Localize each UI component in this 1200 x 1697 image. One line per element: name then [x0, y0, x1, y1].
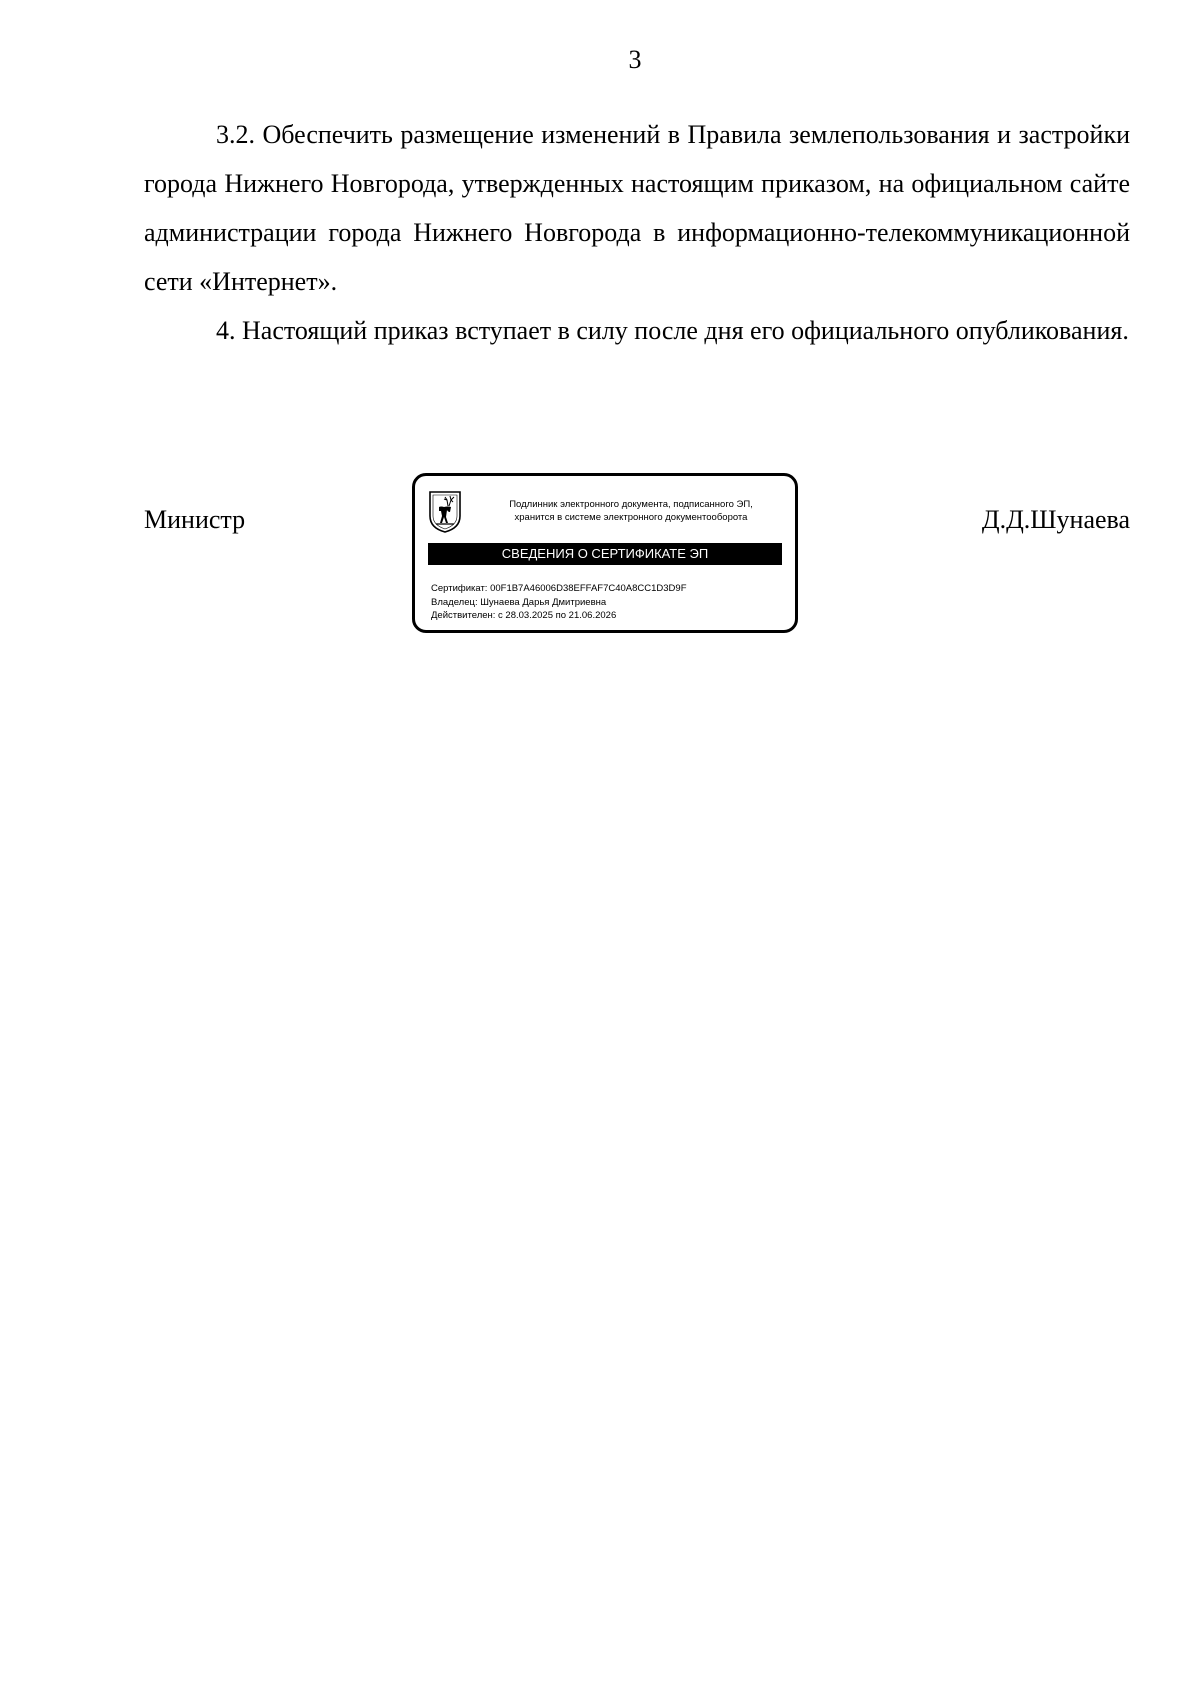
ep-certificate-validity: Действителен: с 28.03.2025 по 21.06.2026 — [431, 610, 617, 621]
electronic-signature-stamp — [412, 473, 798, 633]
paragraph-3-2: 3.2. Обеспечить размещение изменений в Правила землепользования и застройки города Нижнего Новгорода, утвержденных настоящим приказом, на официальном сайте администрации города Нижнего Новгорода в информационно-телекоммуникационной сети «Интернет». — [144, 120, 1130, 296]
nizhny-novgorod-deer-emblem-icon — [427, 490, 463, 534]
ep-certificate-details — [431, 582, 687, 623]
signer-position: Министр — [144, 505, 246, 534]
ep-certificate-header: СВЕДЕНИЯ О СЕРТИФИКАТЕ ЭП — [428, 543, 782, 565]
ep-notice — [473, 498, 789, 524]
ep-certificate-owner: Владелец: Шунаева Дарья Дмитриевна — [431, 596, 607, 608]
page-number: 3 — [628, 45, 642, 74]
ep-notice-line-2: хранится в системе электронного документооборота — [514, 512, 748, 523]
document-body — [144, 110, 1130, 355]
ep-certificate-number: Сертификат: 00F1B7A46006D38EFFAF7C40A8CC1D3D9F — [431, 583, 687, 594]
signer-name: Д.Д.Шунаева — [981, 505, 1130, 534]
paragraph-4: 4. Настоящий приказ вступает в силу после дня его официального опубликования. — [216, 316, 1129, 345]
ep-notice-line-1: Подлинник электронного документа, подписанного ЭП, — [509, 499, 753, 510]
